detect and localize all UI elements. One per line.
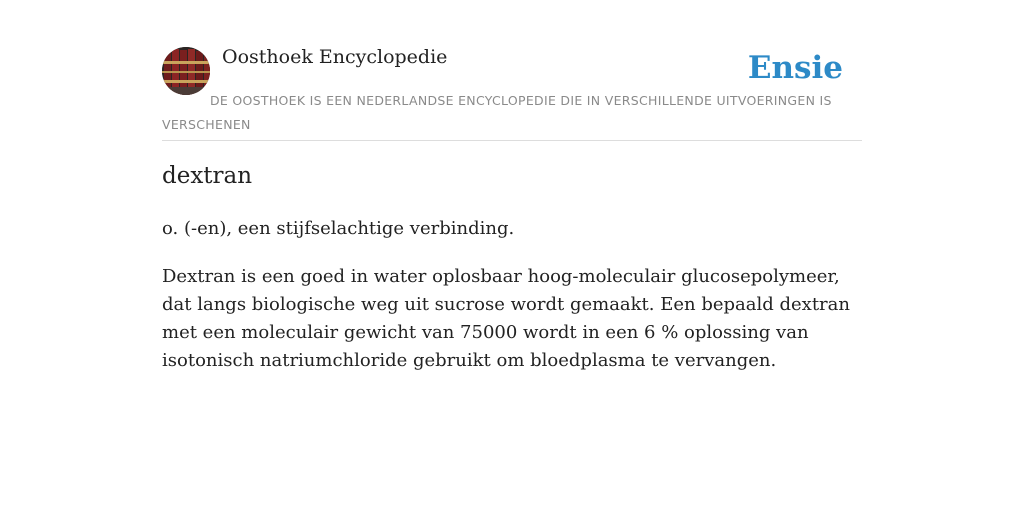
source-tagline: DE OOSTHOEK IS EEN NEDERLANDSE ENCYCLOPEDIE DIE IN VERSCHILLENDE UITVOERINGEN IS VERSCHENEN xyxy=(162,93,832,132)
article-body: Dextran is een goed in water oplosbaar hoog-moleculair glucosepolymeer, dat langs biologische weg uit sucrose wordt gemaakt. Een bepaald dextran met een moleculair gewicht van 75000 wordt in een 6 % oplossing van isotonisch natriumchloride gebruikt om bloedplasma te vervangen. xyxy=(162,266,850,371)
brand-logo[interactable]: Ensie xyxy=(747,50,843,86)
article-title: dextran xyxy=(162,163,253,189)
article-definition: o. (-en), een stijfselachtige verbinding. xyxy=(162,218,515,239)
source-name[interactable]: Oosthoek Encyclopedie xyxy=(222,46,448,68)
header xyxy=(162,0,862,141)
avatar[interactable] xyxy=(162,47,210,95)
encyclopedia-books-icon xyxy=(162,47,210,95)
page-container xyxy=(162,0,862,371)
